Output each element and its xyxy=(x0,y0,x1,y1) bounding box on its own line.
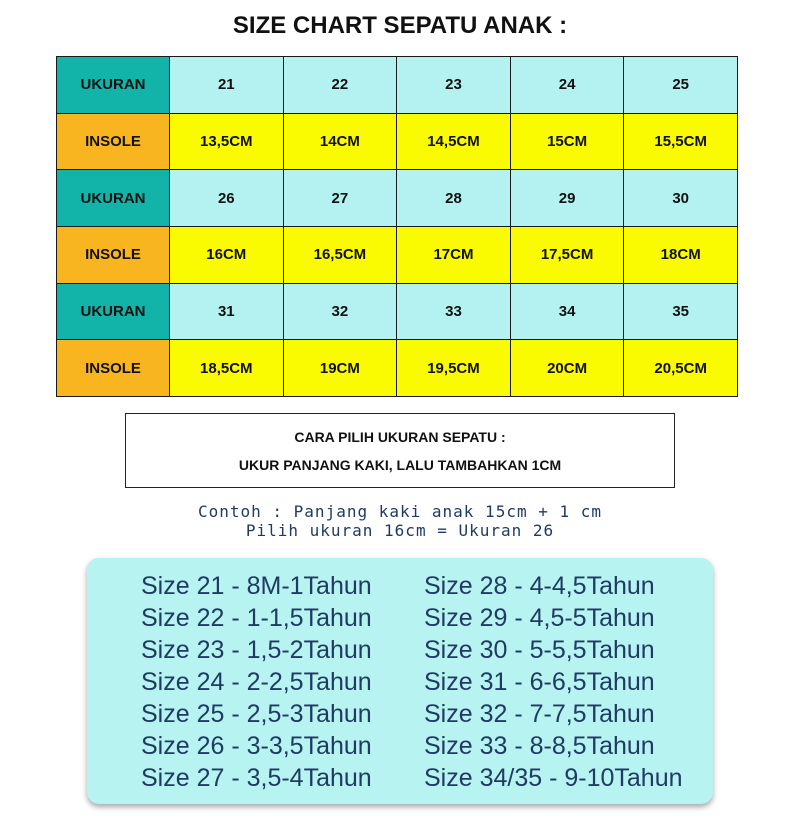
age-item: Size 25 - 2,5-3Tahun xyxy=(141,700,372,728)
size-cell: 26 xyxy=(170,170,284,227)
size-cell: 22 xyxy=(283,57,397,114)
size-cell: 30 xyxy=(624,170,738,227)
size-cell: 32 xyxy=(283,283,397,340)
age-item: Size 29 - 4,5-5Tahun xyxy=(424,604,655,632)
size-cell: 28 xyxy=(397,170,511,227)
age-item: Size 33 - 8-8,5Tahun xyxy=(424,732,655,760)
page-title: SIZE CHART SEPATU ANAK : xyxy=(232,12,568,39)
size-cell: 27 xyxy=(283,170,397,227)
age-item: Size 22 - 1-1,5Tahun xyxy=(141,604,372,632)
age-column-left xyxy=(141,570,372,794)
size-cell: 35 xyxy=(624,283,738,340)
age-item: Size 26 - 3-3,5Tahun xyxy=(141,732,372,760)
size-row-header: UKURAN xyxy=(57,57,170,114)
insole-cell: 18CM xyxy=(624,226,738,283)
how-to-instruction: UKUR PANJANG KAKI, LALU TAMBAHKAN 1CM xyxy=(238,457,562,473)
insole-cell: 18,5CM xyxy=(170,340,284,397)
insole-row xyxy=(57,226,738,283)
insole-cell: 15CM xyxy=(510,113,624,170)
insole-row xyxy=(57,113,738,170)
size-row-header: UKURAN xyxy=(57,283,170,340)
age-column-right xyxy=(424,570,683,794)
insole-cell: 17CM xyxy=(397,226,511,283)
age-item: Size 28 - 4-4,5Tahun xyxy=(424,572,655,600)
how-to-title: CARA PILIH UKURAN SEPATU : xyxy=(294,429,506,445)
size-cell: 31 xyxy=(170,283,284,340)
insole-cell: 16CM xyxy=(170,226,284,283)
insole-cell: 13,5CM xyxy=(170,113,284,170)
size-row-header: UKURAN xyxy=(57,170,170,227)
age-item: Size 30 - 5-5,5Tahun xyxy=(424,636,655,664)
insole-cell: 16,5CM xyxy=(283,226,397,283)
age-item: Size 23 - 1,5-2Tahun xyxy=(141,636,372,664)
size-cell: 25 xyxy=(624,57,738,114)
insole-cell: 17,5CM xyxy=(510,226,624,283)
size-cell: 24 xyxy=(510,57,624,114)
insole-cell: 19CM xyxy=(283,340,397,397)
size-chart-table xyxy=(56,56,738,397)
age-item: Size 21 - 8M-1Tahun xyxy=(141,572,372,600)
age-item: Size 31 - 6-6,5Tahun xyxy=(424,668,655,696)
insole-cell: 14,5CM xyxy=(397,113,511,170)
size-row xyxy=(57,57,738,114)
insole-cell: 20CM xyxy=(510,340,624,397)
insole-cell: 19,5CM xyxy=(397,340,511,397)
insole-cell: 15,5CM xyxy=(624,113,738,170)
age-item: Size 34/35 - 9-10Tahun xyxy=(424,764,683,792)
size-cell: 34 xyxy=(510,283,624,340)
age-item: Size 24 - 2-2,5Tahun xyxy=(141,668,372,696)
size-row xyxy=(57,170,738,227)
size-row xyxy=(57,283,738,340)
age-guide-box xyxy=(87,558,713,804)
example-line-2: Pilih ukuran 16cm = Ukuran 26 xyxy=(245,521,555,540)
example-line-1: Contoh : Panjang kaki anak 15cm + 1 cm xyxy=(197,502,603,521)
insole-row-header: INSOLE xyxy=(57,226,170,283)
insole-cell: 14CM xyxy=(283,113,397,170)
insole-cell: 20,5CM xyxy=(624,340,738,397)
age-item: Size 27 - 3,5-4Tahun xyxy=(141,764,372,792)
insole-row xyxy=(57,340,738,397)
size-cell: 21 xyxy=(170,57,284,114)
age-item: Size 32 - 7-7,5Tahun xyxy=(424,700,655,728)
size-cell: 33 xyxy=(397,283,511,340)
insole-row-header: INSOLE xyxy=(57,340,170,397)
insole-row-header: INSOLE xyxy=(57,113,170,170)
size-cell: 29 xyxy=(510,170,624,227)
size-cell: 23 xyxy=(397,57,511,114)
how-to-choose-box xyxy=(125,413,675,488)
